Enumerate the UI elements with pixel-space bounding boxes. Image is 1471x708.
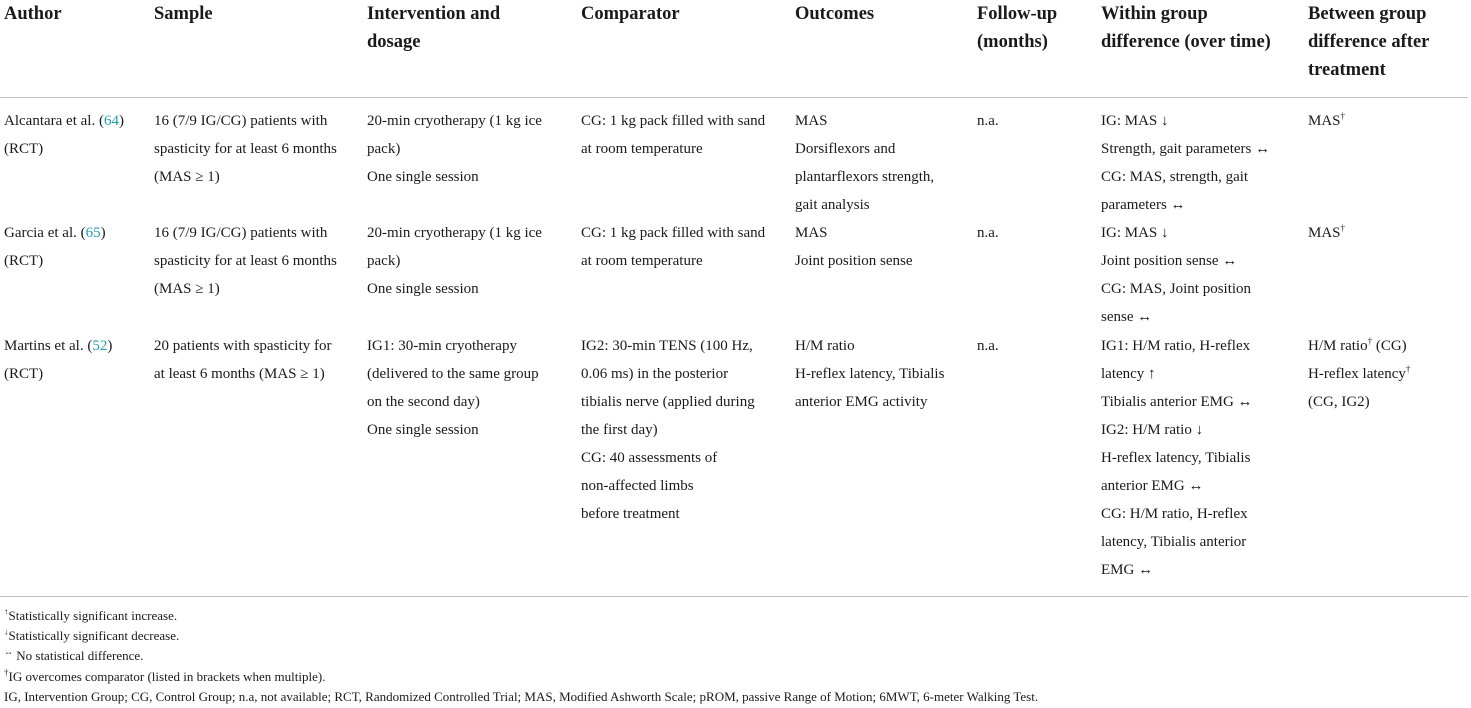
reference-link[interactable]: 65 (85, 225, 101, 241)
cell-between: MAS† (1308, 111, 1346, 129)
cell-author: Alcantara et al. (64) (RCT) (4, 113, 124, 157)
footnote: ↓Statistically significant decrease. (4, 626, 180, 644)
cell-intervention: IG1: 30-min cryotherapy (delivered to the same group on the second day) One single session (367, 338, 539, 438)
cell-between: H/M ratio† (CG) H-reflex latency† (CG, IG2) (1308, 336, 1411, 410)
cell-author: Garcia et al. (65) (RCT) (4, 225, 106, 269)
header-outcomes: Outcomes (795, 4, 875, 24)
cell-within: IG: MAS ↓ Strength, gait parameters ↔ CG: MAS, strength, gait parameters ↔ (1101, 113, 1271, 213)
header-divider (0, 97, 1468, 98)
table-footnotes (4, 606, 1038, 707)
header-author: Author (4, 4, 62, 24)
cell-followup: n.a. (977, 113, 999, 129)
cell-followup: n.a. (977, 225, 999, 241)
header-followup: Follow-up (months) (977, 4, 1058, 52)
reference-link[interactable]: 64 (103, 113, 119, 129)
reference-link[interactable]: 52 (92, 338, 108, 354)
header-between: Between group difference after treatment (1308, 4, 1430, 80)
cell-outcomes: MAS Dorsiflexors and plantarflexors strength, gait analysis (795, 113, 935, 213)
footnote: †IG overcomes comparator (listed in brackets when multiple). (4, 667, 326, 684)
table-bottom-rule (0, 596, 1468, 597)
footnote: ↑Statistically significant increase. (4, 606, 178, 623)
cell-comparator: CG: 1 kg pack filled with sand at room temperature (581, 225, 766, 269)
cell-intervention: 20-min cryotherapy (1 kg ice pack) One single session (367, 113, 542, 185)
cell-outcomes: H/M ratio H-reflex latency, Tibialis anterior EMG activity (795, 338, 945, 410)
cell-comparator: CG: 1 kg pack filled with sand at room temperature (581, 113, 766, 157)
cell-within: IG: MAS ↓ Joint position sense ↔ CG: MAS, Joint position sense ↔ (1101, 225, 1252, 325)
cell-author: Martins et al. (52) (RCT) (4, 338, 113, 382)
header-intervention: Intervention and dosage (367, 4, 501, 52)
header-sample: Sample (154, 4, 213, 24)
cell-intervention: 20-min cryotherapy (1 kg ice pack) One single session (367, 225, 542, 297)
table-header (0, 0, 1471, 96)
footnote: ↔ No statistical difference. (4, 647, 144, 664)
header-within: Within group difference (over time) (1101, 4, 1271, 52)
cell-sample: 20 patients with spasticity for at least 6 months (MAS ≥ 1) (154, 338, 332, 382)
cell-followup: n.a. (977, 338, 999, 354)
cell-within: IG1: H/M ratio, H-reflex latency ↑ Tibialis anterior EMG ↔ IG2: H/M ratio ↓ H-reflex latency, Tibialis anterior EMG ↔ CG: H/M ratio, H-reflex latency, Tibialis anterior EMG ↔ (1101, 338, 1253, 578)
footnote-abbreviations: IG, Intervention Group; CG, Control Group; n.a, not available; RCT, Randomized Controlled Trial; MAS, Modified Ashworth Scale; pROM, passive Range of Motion; 6MWT, 6-meter Walking Test. (4, 688, 1039, 704)
header-comparator: Comparator (581, 4, 680, 24)
cell-sample: 16 (7/9 IG/CG) patients with spasticity for at least 6 months (MAS ≥ 1) (154, 113, 337, 185)
cell-between: MAS† (1308, 223, 1346, 241)
cell-comparator: IG2: 30-min TENS (100 Hz, 0.06 ms) in the posterior tibialis nerve (applied during the first day) CG: 40 assessments of non-affected limbs before treatment (581, 338, 755, 522)
cell-sample: 16 (7/9 IG/CG) patients with spasticity for at least 6 months (MAS ≥ 1) (154, 225, 337, 297)
cell-outcomes: MAS Joint position sense (795, 225, 913, 269)
